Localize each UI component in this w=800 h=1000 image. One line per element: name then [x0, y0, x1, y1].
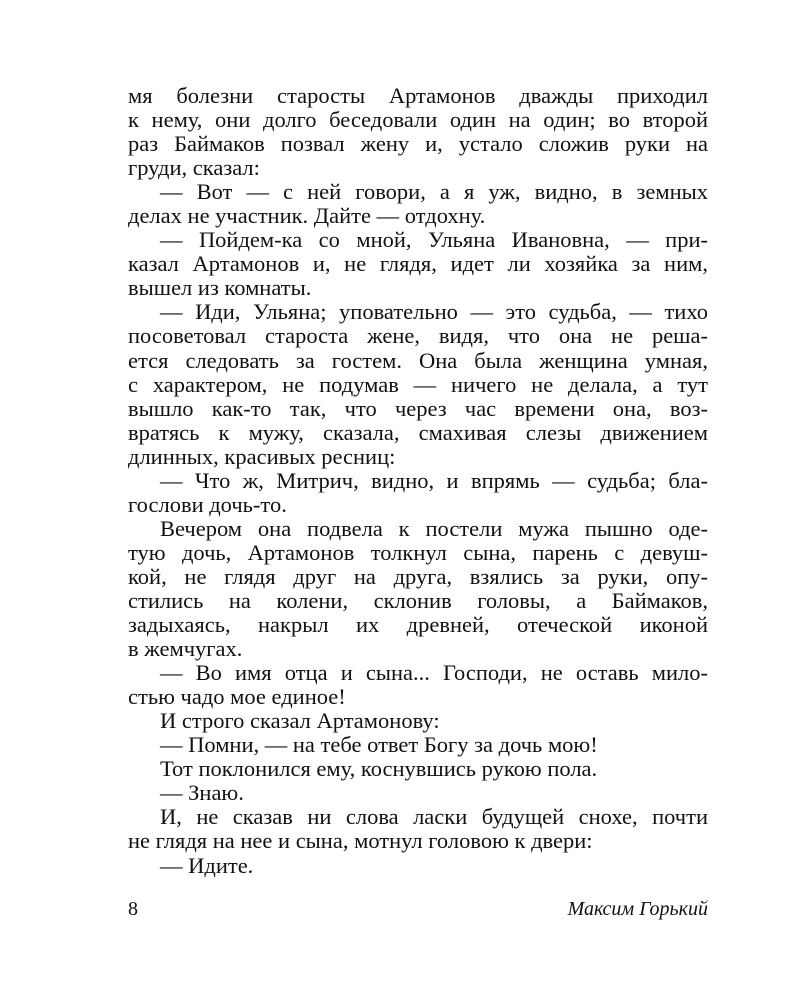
page-footer [128, 896, 708, 922]
text-line: вратясь к мужу, сказала, смахивая слезы движением [128, 420, 708, 445]
text-line: с характером, не подумав — ничего не делала, а тут [128, 372, 708, 397]
page-number: 8 [128, 898, 138, 920]
text-line: в жемчугах. [128, 637, 243, 662]
text-line: Тот поклонился ему, коснувшись рукою пола. [160, 757, 598, 782]
text-line: задыхаясь, накрыл их древней, отеческой иконой [128, 613, 708, 638]
text-line: Вечером она подвела к постели мужа пышно оде- [160, 516, 708, 541]
text-line: — Пойдем-ка со мной, Ульяна Ивановна, — при- [160, 228, 708, 253]
text-line: раз Баймаков позвал жену и, устало сложив руки на [128, 132, 708, 157]
text-line: — Что ж, Митрич, видно, и впрямь — судьба; бла- [160, 468, 708, 493]
text-line: казал Артамонов и, не глядя, идет ли хозяйка за ним, [128, 252, 708, 277]
text-line: стью чадо мое единое! [128, 685, 346, 710]
text-line: кой, не глядя друг на друга, взялись за руки, опу- [128, 564, 708, 589]
running-footer-author: Максим Горький [567, 898, 708, 920]
page-body-text [128, 84, 708, 878]
text-line: длинных, красивых ресниц: [128, 444, 396, 469]
text-line: к нему, они долго беседовали один на один; во второй [128, 108, 708, 133]
text-line: — Знаю. [160, 781, 244, 806]
text-line: — Помни, — на тебе ответ Богу за дочь мою! [160, 733, 598, 758]
text-line: груди, сказал: [128, 156, 260, 181]
text-line: вышло как-то так, что через час времени она, воз- [128, 396, 708, 421]
text-line: тую дочь, Артамонов толкнул сына, парень с девуш- [128, 540, 708, 565]
text-line: посоветовал староста жене, видя, что она не реша- [128, 324, 708, 349]
text-line: гослови дочь-то. [128, 492, 287, 517]
text-line: стились на колени, склонив головы, а Баймаков, [128, 588, 708, 613]
text-line: И строго сказал Артамонову: [160, 709, 440, 734]
text-line: И, не сказав ни слова ласки будущей снохе, почти [160, 805, 708, 830]
text-line: делах не участник. Дайте — отдохну. [128, 204, 486, 229]
text-line: — Иди, Ульяна; уповательно — это судьба, — тихо [160, 300, 708, 325]
text-line: не глядя на нее и сына, мотнул головою к двери: [128, 829, 593, 854]
text-line: вышел из комнаты. [128, 276, 312, 301]
text-line: ется следовать за гостем. Она была женщина умная, [128, 348, 708, 373]
text-line: мя болезни старосты Артамонов дважды приходил [128, 84, 708, 108]
text-line: — Идите. [160, 853, 254, 878]
text-line: — Вот — с ней говори, а я уж, видно, в земных [160, 180, 708, 205]
text-line: — Во имя отца и сына... Господи, не оставь мило- [160, 661, 708, 686]
